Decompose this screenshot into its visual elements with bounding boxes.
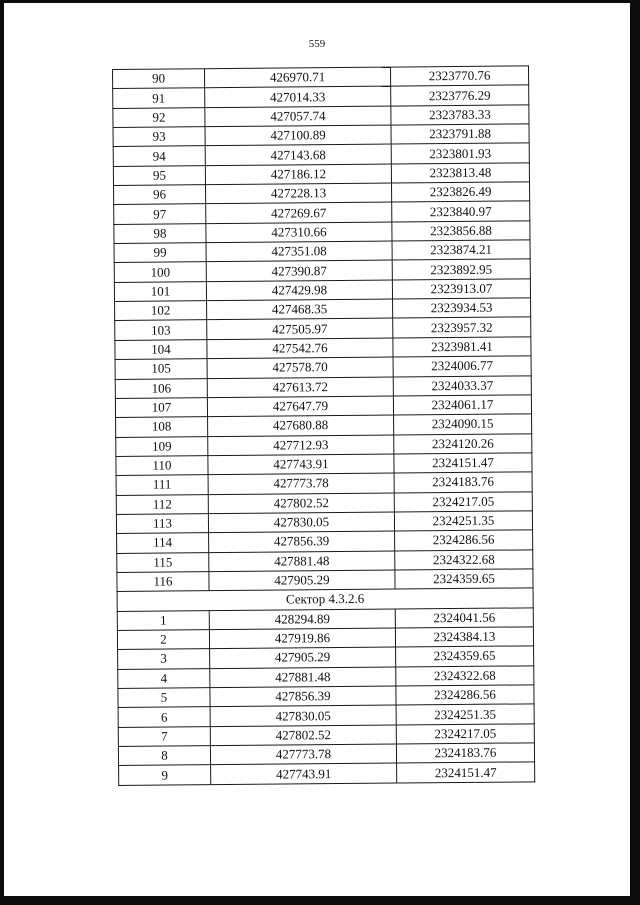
point-number-cell: 111 (116, 475, 208, 495)
y-coordinate-cell: 2324322.68 (395, 549, 533, 570)
point-number-cell: 1 (117, 610, 209, 630)
x-coordinate-cell: 428294.89 (209, 609, 395, 630)
x-coordinate-cell: 427680.88 (208, 415, 394, 436)
x-coordinate-cell: 427830.05 (210, 705, 396, 726)
point-number-cell: 110 (116, 456, 208, 476)
y-coordinate-cell: 2324286.56 (396, 685, 534, 706)
x-coordinate-cell: 427468.35 (207, 299, 393, 320)
y-coordinate-cell: 2323874.21 (392, 240, 530, 261)
y-coordinate-cell: 2324359.65 (395, 569, 533, 590)
x-coordinate-cell: 427057.74 (205, 106, 391, 127)
point-number-cell: 114 (117, 533, 209, 553)
x-coordinate-cell: 427269.67 (206, 202, 392, 223)
point-number-cell: 9 (119, 765, 211, 785)
x-coordinate-cell: 427613.72 (207, 377, 393, 398)
x-coordinate-cell: 427856.39 (209, 531, 395, 552)
y-coordinate-cell: 2324061.17 (393, 395, 531, 416)
y-coordinate-cell: 2324251.35 (396, 704, 534, 725)
x-coordinate-cell: 427542.76 (207, 338, 393, 359)
y-coordinate-cell: 2324322.68 (396, 665, 534, 686)
point-number-cell: 6 (118, 707, 210, 727)
point-number-cell: 96 (114, 185, 206, 205)
x-coordinate-cell: 427856.39 (210, 686, 396, 707)
point-number-cell: 7 (118, 726, 210, 746)
point-number-cell: 101 (114, 281, 206, 301)
point-number-cell: 95 (113, 165, 205, 185)
y-coordinate-cell: 2323840.97 (392, 201, 530, 222)
point-number-cell: 115 (117, 552, 209, 572)
x-coordinate-cell: 427773.78 (210, 744, 396, 765)
x-coordinate-cell: 427186.12 (205, 164, 391, 185)
y-coordinate-cell: 2324151.47 (397, 762, 535, 783)
point-number-cell: 102 (115, 301, 207, 321)
x-coordinate-cell: 427505.97 (207, 319, 393, 340)
point-number-cell: 91 (113, 88, 205, 108)
point-number-cell: 94 (113, 146, 205, 166)
x-coordinate-cell: 427578.70 (207, 357, 393, 378)
x-coordinate-cell: 427712.93 (208, 435, 394, 456)
y-coordinate-cell: 2324120.26 (394, 433, 532, 454)
coordinates-table-body (113, 66, 535, 785)
x-coordinate-cell: 427390.87 (206, 260, 392, 281)
point-number-cell: 112 (116, 494, 208, 514)
sector-title: Сектор 4.3.2.6 (117, 588, 533, 611)
point-number-cell: 2 (117, 630, 209, 650)
point-number-cell: 106 (115, 378, 207, 398)
point-number-cell: 104 (115, 339, 207, 359)
x-coordinate-cell: 427773.78 (208, 473, 394, 494)
y-coordinate-cell: 2323913.07 (392, 279, 530, 300)
y-coordinate-cell: 2323892.95 (392, 259, 530, 280)
point-number-cell: 93 (113, 127, 205, 147)
y-coordinate-cell: 2324217.05 (394, 491, 532, 512)
x-coordinate-cell: 427014.33 (205, 86, 391, 107)
point-number-cell: 3 (118, 649, 210, 669)
y-coordinate-cell: 2323856.88 (392, 221, 530, 242)
y-coordinate-cell: 2323801.93 (391, 143, 529, 164)
y-coordinate-cell: 2324041.56 (395, 607, 533, 628)
point-number-cell: 90 (113, 69, 205, 89)
y-coordinate-cell: 2323826.49 (392, 182, 530, 203)
x-coordinate-cell: 427100.89 (205, 125, 391, 146)
coordinates-table-wrapper (112, 65, 534, 785)
point-number-cell: 105 (115, 359, 207, 379)
y-coordinate-cell: 2324006.77 (393, 356, 531, 377)
y-coordinate-cell: 2323783.33 (391, 105, 529, 126)
x-coordinate-cell: 426970.71 (205, 67, 391, 88)
x-coordinate-cell: 427830.05 (208, 512, 394, 533)
y-coordinate-cell: 2324286.56 (395, 530, 533, 551)
x-coordinate-cell: 427905.29 (210, 647, 396, 668)
point-number-cell: 4 (118, 668, 210, 688)
y-coordinate-cell: 2323981.41 (393, 337, 531, 358)
y-coordinate-cell: 2323813.48 (391, 163, 529, 184)
document-page (4, 3, 630, 896)
x-coordinate-cell: 427310.66 (206, 222, 392, 243)
y-coordinate-cell: 2324359.65 (396, 646, 534, 667)
x-coordinate-cell: 427647.79 (207, 396, 393, 417)
x-coordinate-cell: 427429.98 (206, 280, 392, 301)
y-coordinate-cell: 2324183.76 (394, 472, 532, 493)
x-coordinate-cell: 427905.29 (209, 570, 395, 591)
x-coordinate-cell: 427919.86 (209, 628, 395, 649)
point-number-cell: 113 (116, 514, 208, 534)
point-number-cell: 109 (116, 436, 208, 456)
point-number-cell: 97 (114, 204, 206, 224)
coordinates-table (112, 65, 535, 785)
page-number: 559 (308, 38, 326, 50)
y-coordinate-cell: 2323776.29 (391, 85, 529, 106)
y-coordinate-cell: 2324183.76 (396, 743, 534, 764)
table-row (119, 762, 535, 785)
y-coordinate-cell: 2324251.35 (394, 511, 532, 532)
x-coordinate-cell: 427143.68 (205, 144, 391, 165)
y-coordinate-cell: 2324033.37 (393, 375, 531, 396)
point-number-cell: 108 (116, 417, 208, 437)
x-coordinate-cell: 427743.91 (208, 454, 394, 475)
point-number-cell: 116 (117, 572, 209, 592)
point-number-cell: 103 (115, 320, 207, 340)
y-coordinate-cell: 2323791.88 (391, 124, 529, 145)
point-number-cell: 100 (114, 262, 206, 282)
y-coordinate-cell: 2323770.76 (390, 66, 528, 87)
point-number-cell: 8 (118, 746, 210, 766)
point-number-cell: 107 (115, 398, 207, 418)
y-coordinate-cell: 2323934.53 (393, 298, 531, 319)
x-coordinate-cell: 427743.91 (211, 763, 397, 784)
point-number-cell: 98 (114, 223, 206, 243)
x-coordinate-cell: 427802.52 (210, 725, 396, 746)
x-coordinate-cell: 427881.48 (209, 551, 395, 572)
y-coordinate-cell: 2324217.05 (396, 724, 534, 745)
x-coordinate-cell: 427228.13 (206, 183, 392, 204)
y-coordinate-cell: 2324090.15 (394, 414, 532, 435)
y-coordinate-cell: 2324151.47 (394, 453, 532, 474)
x-coordinate-cell: 427881.48 (210, 667, 396, 688)
x-coordinate-cell: 427802.52 (208, 493, 394, 514)
x-coordinate-cell: 427351.08 (206, 241, 392, 262)
point-number-cell: 92 (113, 107, 205, 127)
point-number-cell: 99 (114, 243, 206, 263)
y-coordinate-cell: 2323957.32 (393, 317, 531, 338)
point-number-cell: 5 (118, 688, 210, 708)
y-coordinate-cell: 2324384.13 (395, 627, 533, 648)
